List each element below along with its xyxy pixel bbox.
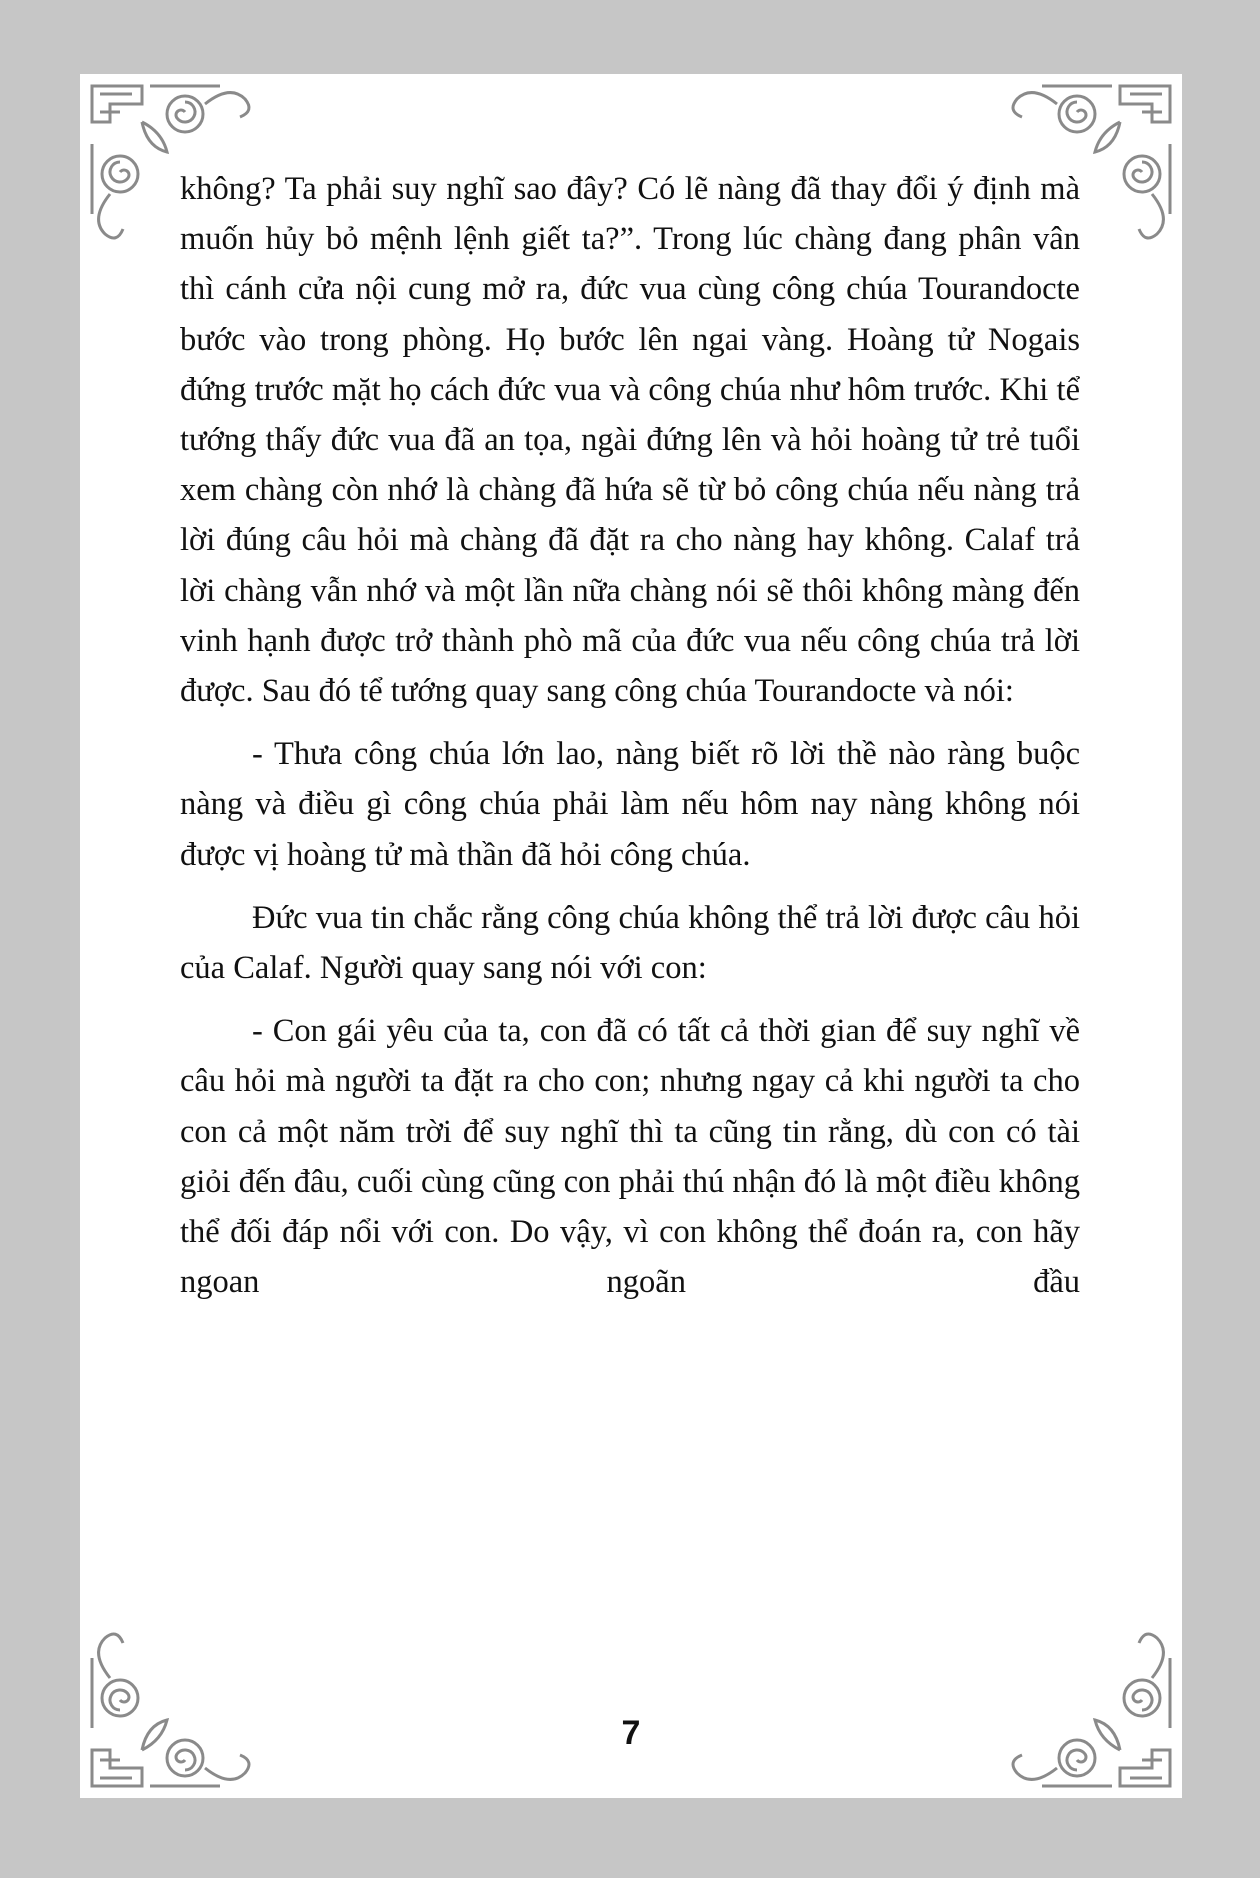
paragraph-narration: không? Ta phải suy nghĩ sao đây? Có lẽ nàng đã thay đổi ý định mà muốn hủy bỏ mệnh lệnh giết ta?”. Trong lúc chàng đang phân vân thì cánh cửa nội cung mở ra, đức vua cùng công chúa Tourandocte bước vào trong phòng. Họ bước lên ngai vàng. Hoàng tử Nogais đứng trước mặt họ cách đức vua và công chúa như hôm trước. Khi tể tướng thấy đức vua đã an tọa, ngài đứng lên và hỏi hoàng tử trẻ tuổi xem chàng còn nhớ là chàng đã hứa sẽ từ bỏ công chúa nếu nàng trả lời đúng câu hỏi mà chàng đã đặt ra cho nàng hay không. Calaf trả lời chàng vẫn nhớ và một lần nữa chàng nói sẽ thôi không màng đến vinh hạnh được trở thành phò mã của đức vua nếu công chúa trả lời được. Sau đó tể tướng quay sang công chúa Tourandocte và nói:: [180, 171, 1080, 710]
corner-ornament-bottom-right-icon: [982, 1598, 1182, 1798]
page-number: 7: [621, 1714, 641, 1752]
page-body-text: [180, 164, 1080, 1307]
paragraph-dialogue-king: - Con gái yêu của ta, con đã có tất cả thời gian để suy nghĩ về câu hỏi mà người ta đặt ra cho con; nhưng ngay cả khi người ta cho con cả một năm trời để suy nghĩ thì ta cũng tin rằng, dù con có tài giỏi đến đâu, cuối cùng cũng con phải thú nhận đó là một điều không thể đối đáp nổi với con. Do vậy, vì con không thể đoán ra, con hãy ngoan ngoãn đầu: [180, 1013, 1080, 1301]
book-page: [80, 74, 1182, 1798]
paragraph-dialogue-chancellor: - Thưa công chúa lớn lao, nàng biết rõ lời thề nào ràng buộc nàng và điều gì công chúa phải làm nếu hôm nay nàng không nói được vị hoàng tử mà thần đã hỏi công chúa.: [180, 736, 1080, 873]
corner-ornament-bottom-left-icon: [80, 1598, 280, 1798]
paragraph-king-narration: Đức vua tin chắc rằng công chúa không thể trả lời được câu hỏi của Calaf. Người quay sang nói với con:: [180, 899, 1080, 987]
